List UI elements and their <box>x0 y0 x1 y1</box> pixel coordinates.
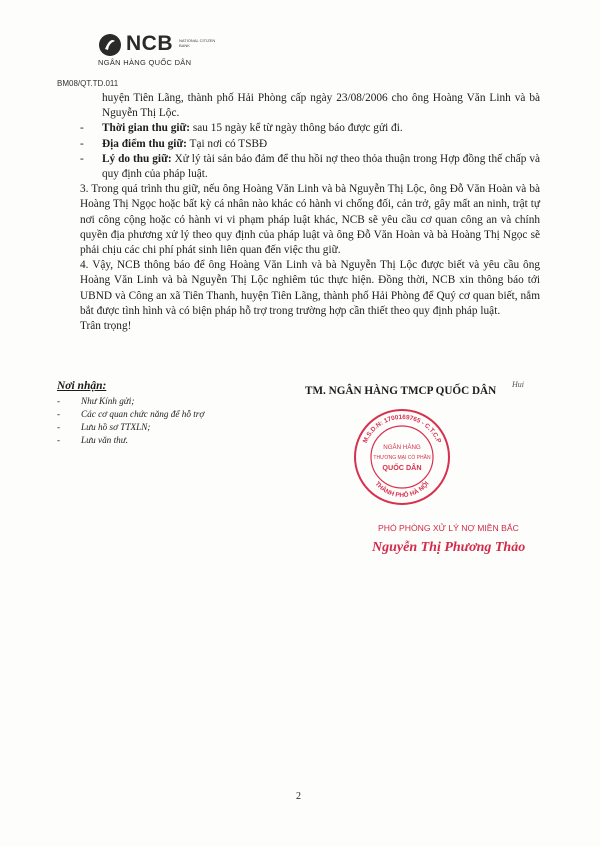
logo-brand-subtitle: NATIONAL CITIZEN BANK <box>179 38 216 48</box>
logo-tagline: NGÂN HÀNG QUỐC DÂN <box>98 58 192 67</box>
recipients-list <box>57 395 204 447</box>
recipient-item: - Lưu hồ sơ TTXLN; <box>57 422 151 432</box>
bullet-item: - Thời gian thu giữ: sau 15 ngày kể từ ngày thông báo được gửi đi. <box>80 122 403 135</box>
paragraph-4: 4. Vậy, NCB thông báo để ông Hoàng Văn Linh và bà Nguyễn Thị Lộc được biết và yêu cầu ông Hoàng Văn Linh và bà Nguyễn Thị Lộc nghiêm túc thực hiện. Đồng thời, NCB xin thông báo tới UBND và Công an xã Tiên Thanh, huyện Tiên Lãng, thành phố Hải Phòng để Quý cơ quan biết, nắm bắt được tình hình và có biện pháp hỗ trợ trong trường hợp cần thiết theo quy định pháp luật. <box>80 259 540 317</box>
closing: Trân trọng! <box>80 320 132 333</box>
recipients-title: Nơi nhận: <box>57 380 107 392</box>
bullet-item: - Lý do thu giữ: Xử lý tài sản bảo đảm để thu hồi nợ theo thỏa thuận trong Hợp đồng thế chấp và quy định của pháp luật. <box>80 152 540 181</box>
recipient-item: - Lưu văn thư. <box>57 435 129 445</box>
company-seal <box>352 407 452 507</box>
paragraph-3: 3. Trong quá trình thu giữ, nếu ông Hoàng Văn Linh và bà Nguyễn Thị Lộc, ông Đỗ Văn Hoàn và bà Hoàng Thị Ngọc hoặc bất kỳ cá nhân nào khác có hành vi chống đối, cản trở, gây mất an ninh, trật tự nơi công cộng hoặc có hành vi vi phạm pháp luật khác, NCB sẽ yêu cầu cơ quan công an và chính quyền địa phương xử lý theo quy định của pháp luật và ông Đỗ Văn Hoàn và bà Hoàng Thị Ngọc sẽ phải chịu các chi phí phát sinh liên quan đến việc thu giữ. <box>80 183 540 257</box>
seal-line: QUỐC DÂN <box>382 463 422 472</box>
seal-line: NGÂN HÀNG <box>383 444 421 451</box>
ncb-logo <box>98 30 228 70</box>
seal-ring-text: M.S.D.N: 1700169765 - C.T.C.P <box>361 413 443 445</box>
bullet-label: Lý do thu giữ: <box>102 152 172 165</box>
seal-city-text: THÀNH PHỐ HÀ NỘI <box>373 480 431 500</box>
signature-initials: Hui <box>512 380 524 389</box>
bullet-label: Thời gian thu giữ: <box>102 122 191 135</box>
bullet-text: Tại nơi có TSBĐ <box>186 137 268 150</box>
body-text <box>80 91 540 334</box>
signing-organization: TM. NGÂN HÀNG TMCP QUỐC DÂN <box>305 385 497 397</box>
signer-position: PHÓ PHÒNG XỬ LÝ NỢ MIỀN BẮC <box>378 523 519 533</box>
signer-name: Nguyễn Thị Phương Thảo <box>372 540 526 555</box>
bullet-text: sau 15 ngày kể từ ngày thông báo được gửi đi. <box>190 122 403 135</box>
page-number: 2 <box>296 791 301 802</box>
logo-brand: NCB <box>126 32 173 55</box>
recipient-item: - Các cơ quan chức năng để hỗ trợ <box>57 409 205 419</box>
bullet-item: - Địa điểm thu giữ: Tại nơi có TSBĐ <box>80 137 268 150</box>
ncb-logo-icon <box>98 33 122 57</box>
document-code: BM08/QT.TD.011 <box>57 79 119 88</box>
bullet-label: Địa điểm thu giữ: <box>102 137 187 150</box>
bullet-text: Xử lý tài sản bảo đảm để thu hồi nợ theo thỏa thuận trong Hợp đồng thế chấp và quy định của pháp luật. <box>102 152 540 181</box>
continuation-line: huyện Tiên Lãng, thành phố Hải Phòng cấp ngày 23/08/2006 cho ông Hoàng Văn Linh và bà Nguyễn Thị Lộc. <box>102 92 540 120</box>
seal-line: THƯƠNG MẠI CỔ PHẦN <box>373 455 431 461</box>
recipient-item: - Như Kính gửi; <box>57 396 135 406</box>
svg-text:THÀNH PHỐ HÀ NỘI <box>373 480 430 499</box>
